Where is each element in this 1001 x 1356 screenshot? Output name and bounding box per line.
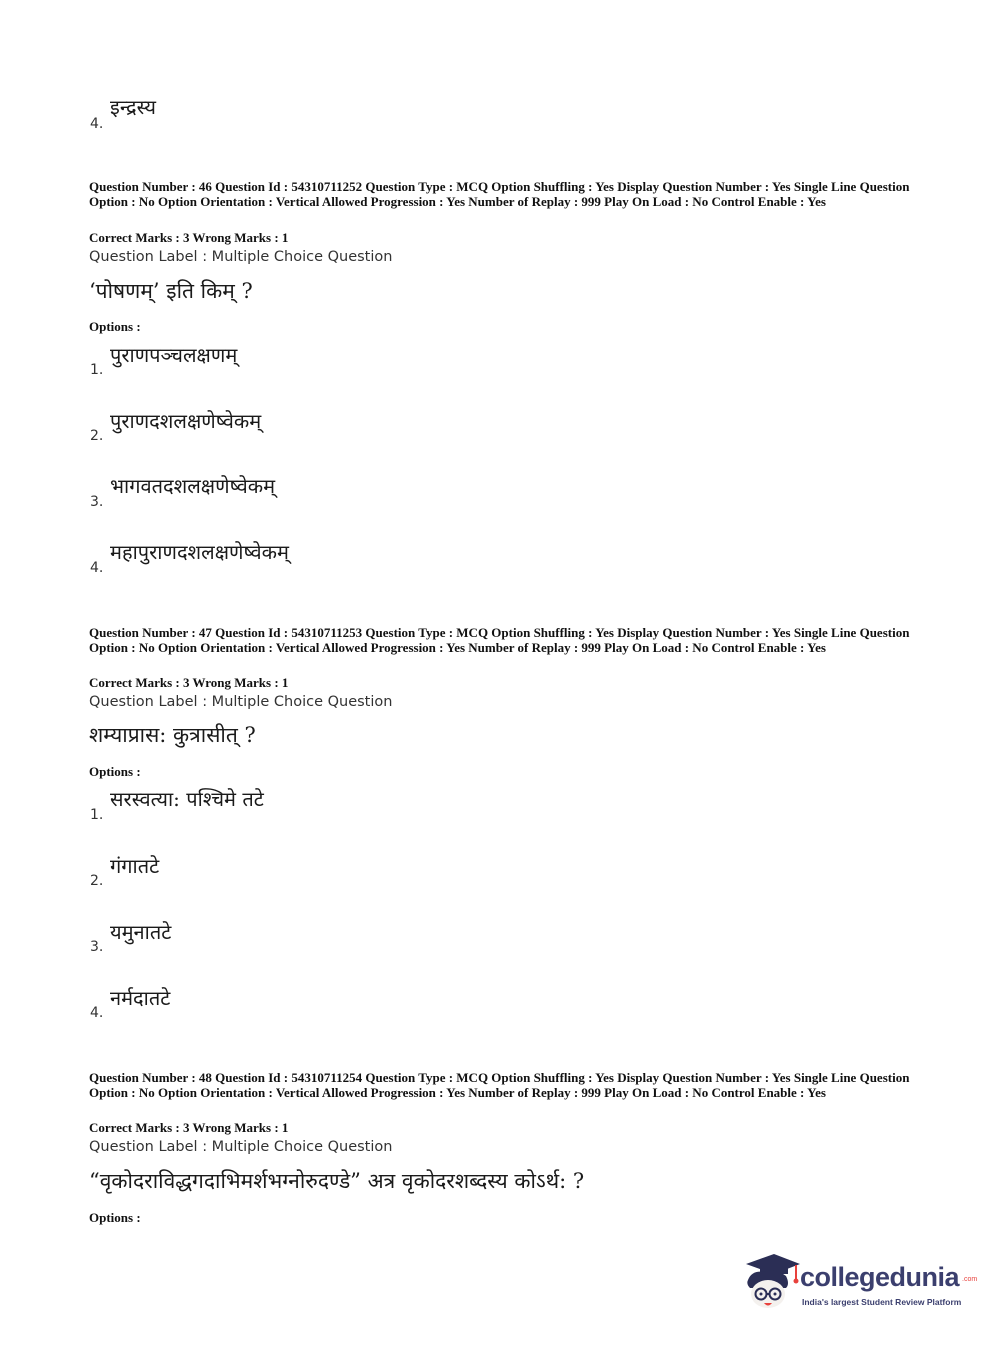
option-number: 1.	[90, 807, 104, 823]
question-meta: Question Number : 46 Question Id : 54310711252 Question Type : MCQ Option Shuffling : Yes Display Question Number : Yes Single Line Question Option : No Option Orientation : Vertical Allowed Progression : Yes Number of Replay : 999 Play On Load : No Control Enable : Yes	[89, 179, 910, 209]
option-number: 3.	[90, 494, 104, 510]
question-stem: ‘पोषणम्’ इति किम् ?	[89, 279, 253, 303]
options-heading: Options :	[89, 764, 141, 779]
options-heading: Options :	[89, 1210, 141, 1225]
logo-tagline: India's largest Student Review Platform	[802, 1297, 962, 1307]
option-text: गंगातटे	[110, 854, 160, 878]
question-label: Question Label : Multiple Choice Question	[89, 249, 393, 265]
option-text: भागवतदशलक्षणेष्वेकम्	[110, 474, 276, 498]
question-marks: Correct Marks : 3 Wrong Marks : 1	[89, 1120, 289, 1135]
option-text: पुराणदशलक्षणेष्वेकम्	[110, 409, 262, 433]
option-number: 1.	[90, 362, 104, 378]
question-marks: Correct Marks : 3 Wrong Marks : 1	[89, 675, 289, 690]
question-label: Question Label : Multiple Choice Question	[89, 694, 393, 710]
question-label: Question Label : Multiple Choice Question	[89, 1139, 393, 1155]
collegedunia-logo	[738, 1250, 978, 1314]
question-stem: शम्याप्रास: कुत्रासीत् ?	[89, 723, 256, 747]
option-number: 4.	[90, 560, 104, 576]
option-text: महापुराणदशलक्षणेष्वेकम्	[110, 540, 289, 564]
option-text: नर्मदातटे	[110, 986, 171, 1010]
mascot-icon	[738, 1250, 800, 1312]
option-number: 4.	[90, 1005, 104, 1021]
option-text: पुराणपञ्चलक्षणम्	[110, 343, 238, 367]
options-heading: Options :	[89, 319, 141, 334]
question-meta: Question Number : 47 Question Id : 54310711253 Question Type : MCQ Option Shuffling : Yes Display Question Number : Yes Single Line Question Option : No Option Orientation : Vertical Allowed Progression : Yes Number of Replay : 999 Play On Load : No Control Enable : Yes	[89, 625, 910, 655]
option-text: इन्द्रस्य	[110, 95, 156, 119]
question-stem: “वृकोदराविद्धगदाभिमर्शभग्नोरुदण्डे” अत्र वृकोदरशब्दस्य कोऽर्थ: ?	[89, 1169, 585, 1193]
option-number: 4.	[90, 116, 104, 132]
question-meta: Question Number : 48 Question Id : 54310711254 Question Type : MCQ Option Shuffling : Yes Display Question Number : Yes Single Line Question Option : No Option Orientation : Vertical Allowed Progression : Yes Number of Replay : 999 Play On Load : No Control Enable : Yes	[89, 1070, 910, 1100]
option-number: 2.	[90, 428, 104, 444]
option-number: 3.	[90, 939, 104, 955]
question-marks: Correct Marks : 3 Wrong Marks : 1	[89, 230, 289, 245]
logo-suffix: .com	[962, 1276, 978, 1283]
option-number: 2.	[90, 873, 104, 889]
logo-wordmark: collegedunia	[800, 1262, 960, 1292]
option-text: यमुनातटे	[110, 920, 172, 944]
option-text: सरस्वत्या: पश्चिमे तटे	[110, 787, 264, 811]
